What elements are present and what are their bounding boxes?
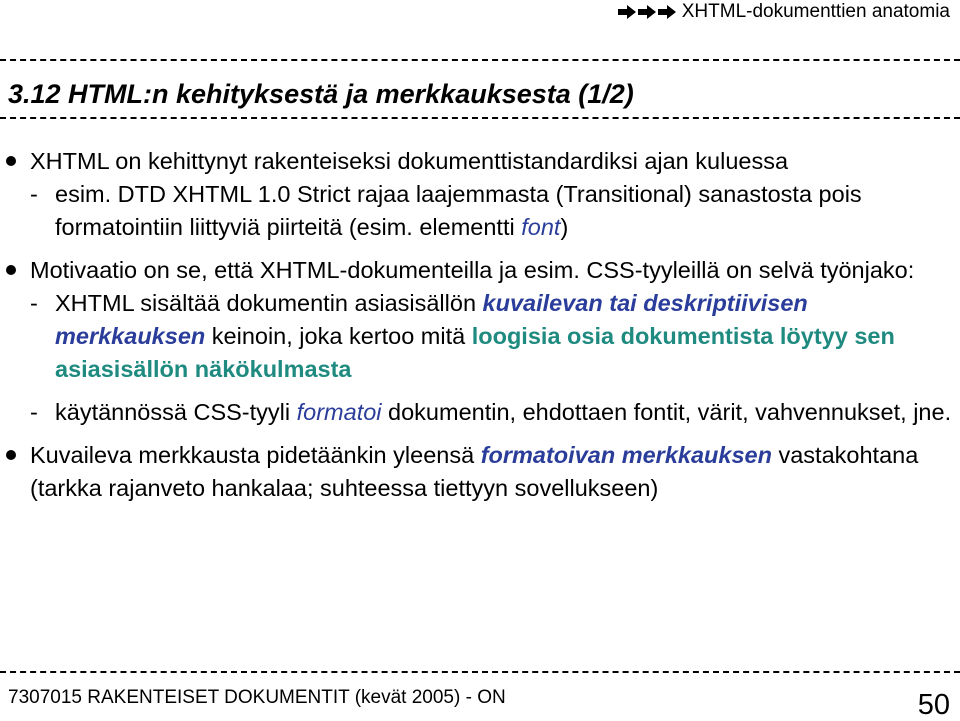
header-text: XHTML-dokumenttien anatomia <box>681 1 950 22</box>
sub-text-end: ) <box>560 214 569 240</box>
bullet-2-text: Motivaatio on se, että XHTML-dokumenteilla ja esim. CSS-tyyleillä on selvä työnjako: <box>30 257 915 283</box>
bullet-1 <box>0 145 952 178</box>
arrow-right-icon <box>658 5 676 19</box>
sub-text-end: dokumentin, ehdottaen fontit, värit, vahvennukset, jne. <box>381 399 952 425</box>
bullet-1-text: XHTML on kehittynyt rakenteiseksi dokumenttistandardiksi ajan kuluessa <box>30 148 789 174</box>
footer-course: 7307015 RAKENTEISET DOKUMENTIT (kevät 2005) - ON <box>8 687 506 708</box>
sub-dash: - <box>30 399 38 425</box>
sub-text: XHTML sisältää dokumentin asiasisällön <box>55 290 483 316</box>
bullet-2-sub-1 <box>0 287 952 386</box>
slide-content <box>0 145 960 505</box>
title-rule-top <box>0 59 960 61</box>
emphasis-descriptive: kuvailevan tai deskriptiivisen merkkauksen <box>55 290 808 349</box>
arrow-right-icon <box>638 5 656 19</box>
sub-text: käytännössä CSS-tyyli <box>55 399 297 425</box>
bullet-3 <box>0 439 952 505</box>
emphasis-formatting-markup: formatoivan merkkauksen <box>480 442 772 468</box>
sub-text: esim. DTD XHTML 1.0 Strict rajaa laajemmasta (Transitional) sanastosta pois formatointiin liittyviä piirteitä (esim. elementti <box>55 181 862 240</box>
bullet-3-text: Kuvaileva merkkausta pidetäänkin yleensä <box>30 442 481 468</box>
emphasis-formatoi: formatoi <box>296 399 382 425</box>
sub-dash: - <box>30 181 38 207</box>
slide-title: 3.12 HTML:n kehityksestä ja merkkauksesta (1/2) <box>8 79 634 109</box>
sub-text-mid: keinoin, joka kertoo mitä <box>205 323 472 349</box>
code-term-font: font <box>521 214 561 240</box>
bullet-3-text-end: vastakohtana (tarkka rajanveto hankalaa; suhteessa tiettyyn sovellukseen) <box>30 442 919 501</box>
title-rule-bottom <box>0 117 960 119</box>
emphasis-logical-parts: loogisia osia dokumentista löytyy sen asiasisällön näkökulmasta <box>55 323 895 382</box>
section-header <box>618 0 950 24</box>
bullet-1-sub-1 <box>0 178 952 244</box>
bullet-2-sub-2 <box>0 396 952 429</box>
footer-rule <box>0 671 960 673</box>
arrow-right-icon <box>618 5 636 19</box>
bullet-2 <box>0 254 952 287</box>
arrow-group <box>618 5 676 19</box>
page-number: 50 <box>917 689 950 721</box>
sub-dash: - <box>30 290 38 316</box>
